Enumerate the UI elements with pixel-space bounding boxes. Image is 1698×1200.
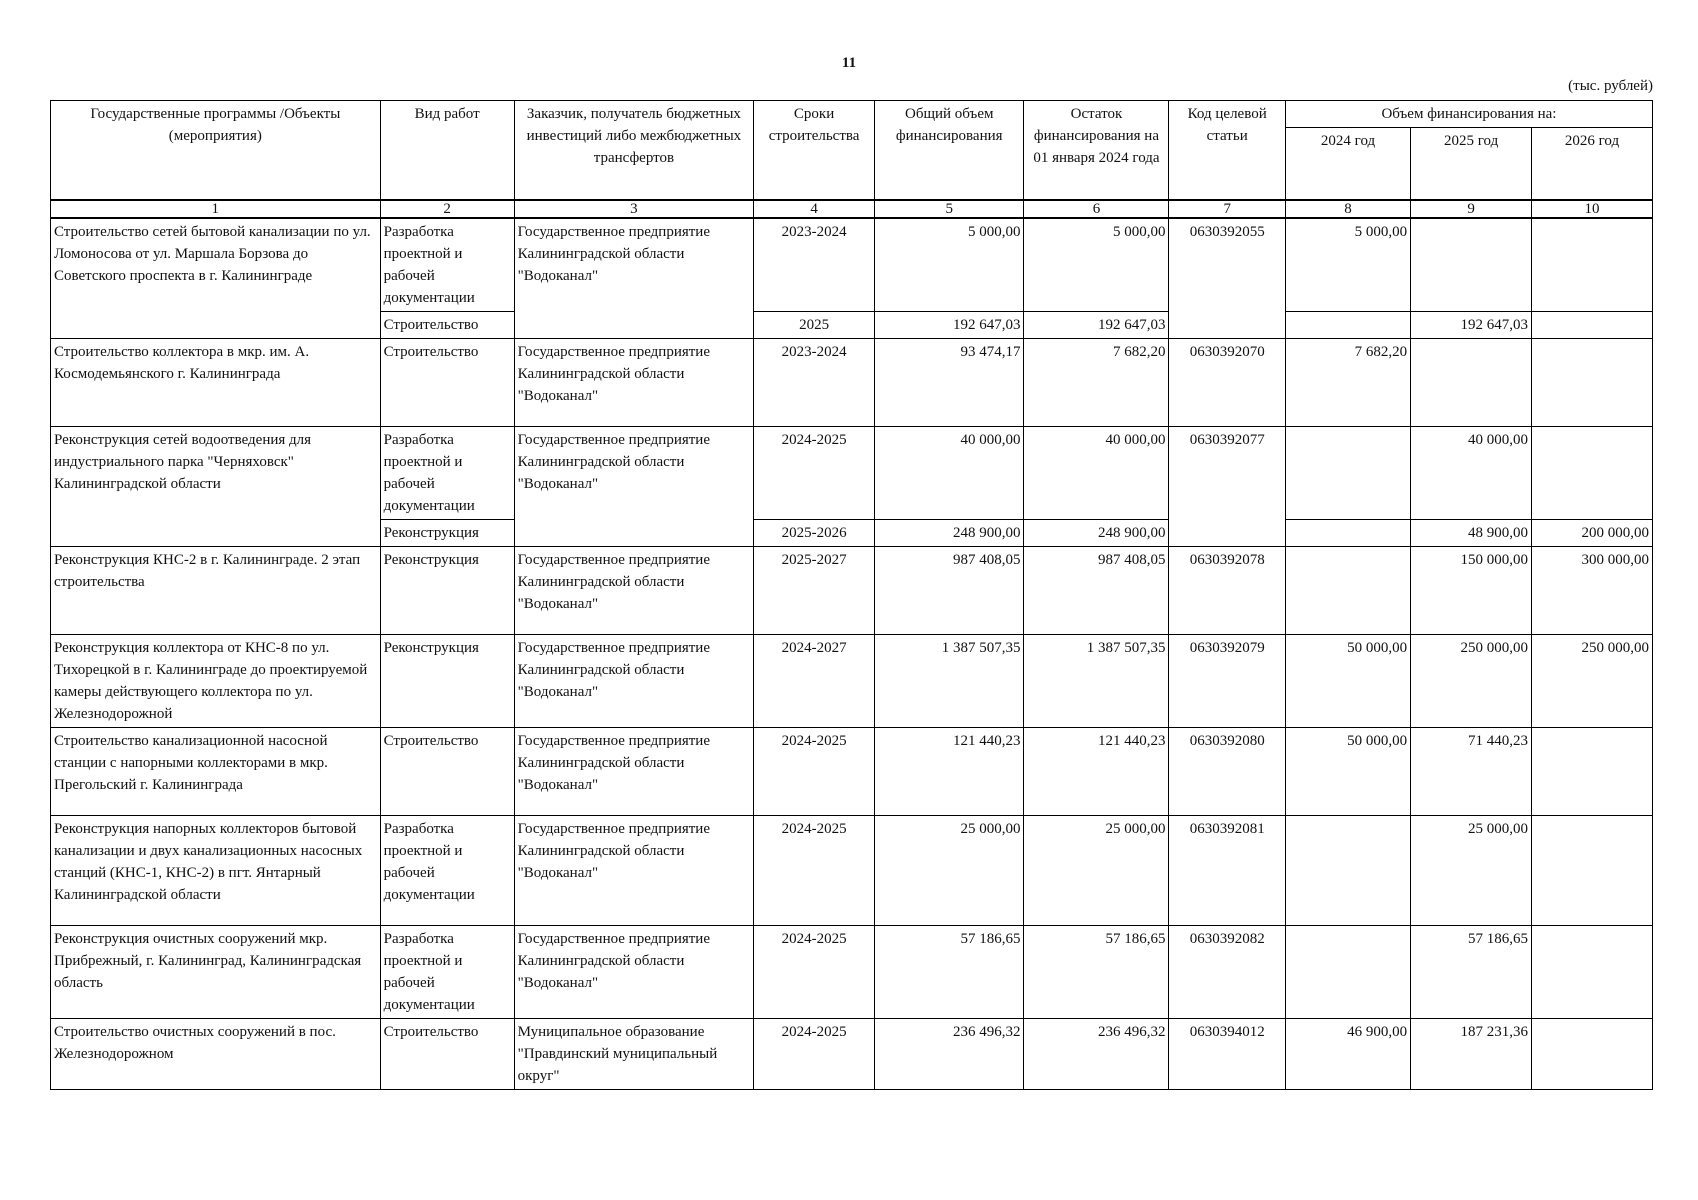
- header-2026: 2026 год: [1532, 128, 1653, 200]
- term: 2025-2026: [754, 519, 875, 546]
- header-total: Общий объем финансирования: [875, 101, 1024, 200]
- header-remaining: Остаток финансирования на 01 января 2024 года: [1024, 101, 1169, 200]
- amount-2026: [1532, 311, 1653, 338]
- term: 2025: [754, 311, 875, 338]
- col-number: 7: [1169, 200, 1285, 218]
- remaining: 248 900,00: [1024, 519, 1169, 546]
- work-type: Разработка проектной и рабочей документации: [380, 925, 514, 1018]
- work-type: Строительство: [380, 311, 514, 338]
- amount-2026: [1532, 815, 1653, 925]
- col-number: 6: [1024, 200, 1169, 218]
- col-number: 9: [1411, 200, 1532, 218]
- amount-2024: 7 682,20: [1285, 338, 1410, 426]
- amount-2025: 48 900,00: [1411, 519, 1532, 546]
- amount-2025: 25 000,00: [1411, 815, 1532, 925]
- amount-2025: 192 647,03: [1411, 311, 1532, 338]
- customer: Муниципальное образование "Правдинский муниципальный округ": [514, 1018, 754, 1089]
- amount-2025: 150 000,00: [1411, 546, 1532, 634]
- remaining: 236 496,32: [1024, 1018, 1169, 1089]
- customer: Государственное предприятие Калининградской области "Водоканал": [514, 815, 754, 925]
- amount-2026: 250 000,00: [1532, 634, 1653, 727]
- target-code: 0630392070: [1169, 338, 1285, 426]
- col-number: 8: [1285, 200, 1410, 218]
- term: 2023-2024: [754, 218, 875, 312]
- work-type: Реконструкция: [380, 634, 514, 727]
- total: 121 440,23: [875, 727, 1024, 815]
- object-name: Строительство канализационной насосной станции с напорными коллекторами в мкр. Прегольский г. Калининграда: [51, 727, 381, 815]
- term: 2024-2025: [754, 815, 875, 925]
- work-type: Строительство: [380, 727, 514, 815]
- amount-2025: 250 000,00: [1411, 634, 1532, 727]
- amount-2025: 187 231,36: [1411, 1018, 1532, 1089]
- col-number: 4: [754, 200, 875, 218]
- target-code: 0630392079: [1169, 634, 1285, 727]
- amount-2024: [1285, 519, 1410, 546]
- col-number: 10: [1532, 200, 1653, 218]
- term: 2024-2025: [754, 727, 875, 815]
- term: 2024-2025: [754, 426, 875, 519]
- object-name: Реконструкция напорных коллекторов бытовой канализации и двух канализационных насосных станций (КНС-1, КНС-2) в пгт. Янтарный Калининградской области: [51, 815, 381, 925]
- target-code: 0630392077: [1169, 426, 1285, 546]
- amount-2024: [1285, 426, 1410, 519]
- total: 1 387 507,35: [875, 634, 1024, 727]
- header-programs: Государственные программы /Объекты (мероприятия): [51, 101, 381, 200]
- total: 25 000,00: [875, 815, 1024, 925]
- object-name: Реконструкция КНС-2 в г. Калининграде. 2 этап строительства: [51, 546, 381, 634]
- amount-2026: [1532, 1018, 1653, 1089]
- col-number: 3: [514, 200, 754, 218]
- amount-2025: [1411, 218, 1532, 312]
- remaining: 25 000,00: [1024, 815, 1169, 925]
- total: 40 000,00: [875, 426, 1024, 519]
- customer: Государственное предприятие Калининградской области "Водоканал": [514, 426, 754, 546]
- amount-2024: [1285, 311, 1410, 338]
- total: 192 647,03: [875, 311, 1024, 338]
- customer: Государственное предприятие Калининградской области "Водоканал": [514, 546, 754, 634]
- work-type: Разработка проектной и рабочей документации: [380, 815, 514, 925]
- page-number: 11: [841, 55, 857, 71]
- total: 236 496,32: [875, 1018, 1024, 1089]
- work-type: Разработка проектной и рабочей документации: [380, 218, 514, 312]
- header-customer: Заказчик, получатель бюджетных инвестиций либо межбюджетных трансфертов: [514, 101, 754, 200]
- header-code: Код целевой статьи: [1169, 101, 1285, 200]
- total: 5 000,00: [875, 218, 1024, 312]
- remaining: 57 186,65: [1024, 925, 1169, 1018]
- units-label: (тыс. рублей): [1568, 78, 1653, 94]
- total: 248 900,00: [875, 519, 1024, 546]
- customer: Государственное предприятие Калининградской области "Водоканал": [514, 218, 754, 339]
- remaining: 5 000,00: [1024, 218, 1169, 312]
- col-number: 2: [380, 200, 514, 218]
- amount-2024: [1285, 546, 1410, 634]
- amount-2024: [1285, 925, 1410, 1018]
- work-type: Строительство: [380, 1018, 514, 1089]
- amount-2026: 200 000,00: [1532, 519, 1653, 546]
- object-name: Строительство очистных сооружений в пос. Железнодорожном: [51, 1018, 381, 1089]
- amount-2025: 71 440,23: [1411, 727, 1532, 815]
- total: 57 186,65: [875, 925, 1024, 1018]
- col-number: 1: [51, 200, 381, 218]
- amount-2026: [1532, 727, 1653, 815]
- term: 2023-2024: [754, 338, 875, 426]
- amount-2026: [1532, 426, 1653, 519]
- amount-2024: 5 000,00: [1285, 218, 1410, 312]
- work-type: Строительство: [380, 338, 514, 426]
- object-name: Реконструкция очистных сооружений мкр. Прибрежный, г. Калининград, Калининградская область: [51, 925, 381, 1018]
- col-number: 5: [875, 200, 1024, 218]
- customer: Государственное предприятие Калининградской области "Водоканал": [514, 925, 754, 1018]
- amount-2026: [1532, 218, 1653, 312]
- object-name: Реконструкция сетей водоотведения для индустриального парка "Черняховск" Калининградской области: [51, 426, 381, 546]
- amount-2026: [1532, 338, 1653, 426]
- amount-2024: [1285, 815, 1410, 925]
- term: 2024-2025: [754, 1018, 875, 1089]
- amount-2026: 300 000,00: [1532, 546, 1653, 634]
- financing-table: [50, 100, 1653, 1090]
- remaining: 987 408,05: [1024, 546, 1169, 634]
- customer: Государственное предприятие Калининградской области "Водоканал": [514, 727, 754, 815]
- amount-2024: 50 000,00: [1285, 634, 1410, 727]
- object-name: Реконструкция коллектора от КНС-8 по ул. Тихорецкой в г. Калининграде до проектируемой камеры действующего коллектора по ул. Железнодорожной: [51, 634, 381, 727]
- remaining: 192 647,03: [1024, 311, 1169, 338]
- remaining: 121 440,23: [1024, 727, 1169, 815]
- amount-2025: 57 186,65: [1411, 925, 1532, 1018]
- term: 2024-2025: [754, 925, 875, 1018]
- work-type: Реконструкция: [380, 519, 514, 546]
- amount-2025: [1411, 338, 1532, 426]
- term: 2024-2027: [754, 634, 875, 727]
- work-type: Реконструкция: [380, 546, 514, 634]
- amount-2026: [1532, 925, 1653, 1018]
- target-code: 0630392081: [1169, 815, 1285, 925]
- amount-2025: 40 000,00: [1411, 426, 1532, 519]
- customer: Государственное предприятие Калининградской области "Водоканал": [514, 634, 754, 727]
- target-code: 0630392082: [1169, 925, 1285, 1018]
- remaining: 40 000,00: [1024, 426, 1169, 519]
- header-work-type: Вид работ: [380, 101, 514, 200]
- header-2024: 2024 год: [1285, 128, 1410, 200]
- header-financing-group: Объем финансирования на:: [1285, 101, 1652, 128]
- target-code: 0630394012: [1169, 1018, 1285, 1089]
- object-name: Строительство сетей бытовой канализации по ул. Ломоносова от ул. Маршала Борзова до Советского проспекта в г. Калининграде: [51, 218, 381, 339]
- header-terms: Сроки строительства: [754, 101, 875, 200]
- header-2025: 2025 год: [1411, 128, 1532, 200]
- target-code: 0630392078: [1169, 546, 1285, 634]
- customer: Государственное предприятие Калининградской области "Водоканал": [514, 338, 754, 426]
- work-type: Разработка проектной и рабочей документации: [380, 426, 514, 519]
- total: 93 474,17: [875, 338, 1024, 426]
- total: 987 408,05: [875, 546, 1024, 634]
- target-code: 0630392080: [1169, 727, 1285, 815]
- remaining: 1 387 507,35: [1024, 634, 1169, 727]
- amount-2024: 50 000,00: [1285, 727, 1410, 815]
- term: 2025-2027: [754, 546, 875, 634]
- target-code: 0630392055: [1169, 218, 1285, 339]
- amount-2024: 46 900,00: [1285, 1018, 1410, 1089]
- remaining: 7 682,20: [1024, 338, 1169, 426]
- object-name: Строительство коллектора в мкр. им. А. Космодемьянского г. Калининграда: [51, 338, 381, 426]
